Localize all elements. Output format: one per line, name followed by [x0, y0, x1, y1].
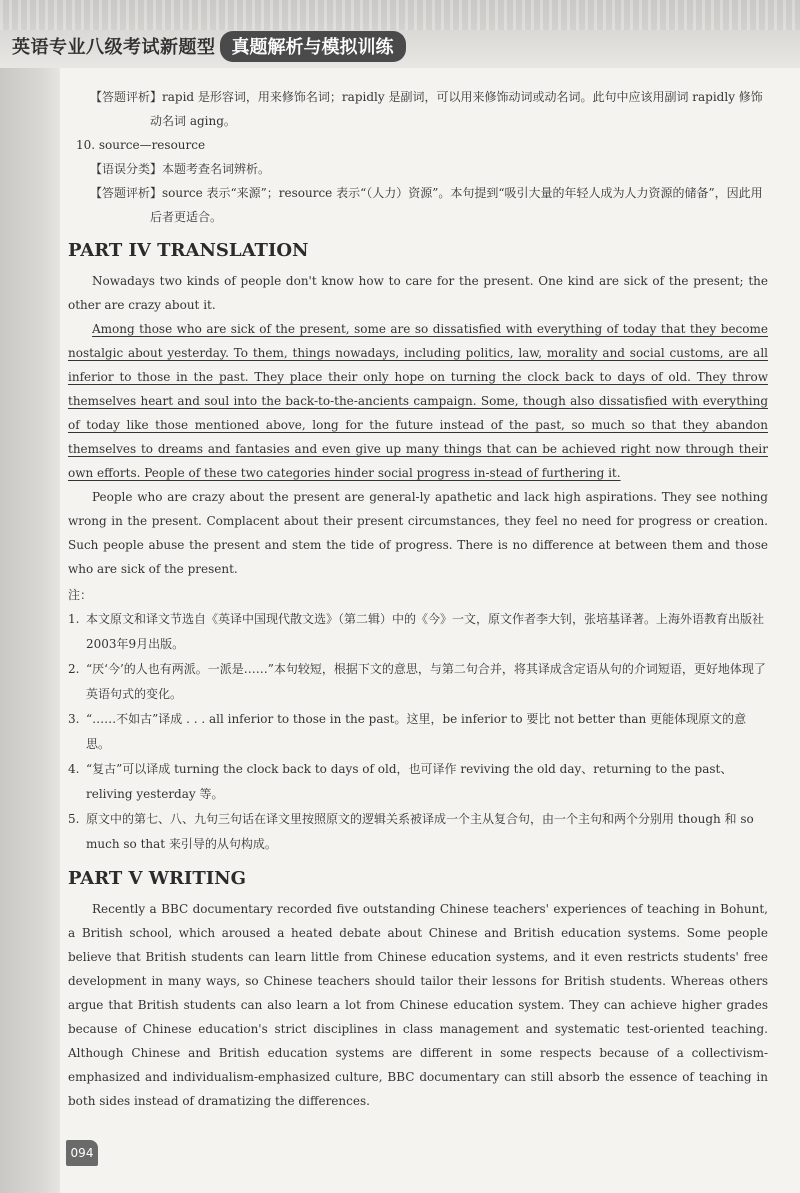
notes-list: [68, 607, 768, 857]
book-title-subtitle: 真题解析与模拟训练: [220, 31, 406, 62]
translation-paragraph-3: People who are crazy about the present are general-ly apathetic and lack high aspirations. They see nothing wrong in the present. Complacent about their present circumstances, they feel no need for progress or creation. Such people abuse the present and stem the tide of progress. There is no difference at between them and those who are sick of the present.: [68, 490, 768, 576]
note-item: [68, 607, 768, 657]
note-text: “……不如古”译成 . . . all inferior to those in the past。这里，be inferior to 要比 not better than 更能体现原文的意思。: [86, 712, 747, 751]
note-number: 3.: [68, 712, 80, 726]
notes-label: 注：: [68, 588, 93, 602]
note-item: [68, 707, 768, 757]
note-text: “复古”可以译成 turning the clock back to days of old，也可译作 reviving the old day、returning to the past、reliving yesterday 等。: [86, 762, 733, 801]
answer-analysis-10: [90, 181, 768, 229]
part-v-heading: PART V WRITING: [68, 868, 246, 889]
category-tag: 【语误分类】: [90, 162, 163, 176]
translation-paragraph-1: Nowadays two kinds of people don't know how to care for the present. One kind are sick of the present; the other are crazy about it.: [68, 274, 768, 312]
analysis-tag-2: 【答题评析】: [90, 186, 163, 200]
item-10-label: 10. source—resource: [76, 138, 206, 152]
note-number: 4.: [68, 762, 80, 776]
analysis-tag: 【答题评析】: [90, 90, 163, 104]
header-texture: [0, 0, 800, 30]
translation-paragraph-2: Among those who are sick of the present, some are so dissatisfied with everything of today that they become nostalgic about yesterday. To them, things nowadays, including politics, law, morality and social customs, are all inferior to those in the past. They place their only hope on turning the clock back to days of old. They throw themselves heart and soul into the back-to-the-ancients campaign. Some, though also dissatisfied with everything of today like those mentioned above, long for the future instead of the past, so much so that they abandon themselves to dreams and fantasies and even give up many things that can be achieved right now through their own efforts. People of these two categories hinder social progress in-stead of furthering it.: [68, 322, 768, 480]
error-category-10: [90, 157, 768, 181]
analysis-text-2: source 表示“来源”；resource 表示“（人力）资源”。本句提到“吸引大量的年轻人成为人力资源的储备”，因此用后者更适合。: [150, 186, 763, 224]
note-text: “厌‘今’的人也有两派。一派是……”本句较短，根据下文的意思，与第二句合并，将其译成含定语从句的介词短语，更好地体现了英语句式的变化。: [86, 662, 766, 701]
note-number: 5.: [68, 812, 80, 826]
category-text: 本题考查名词辨析。: [162, 162, 271, 176]
book-title: [12, 33, 406, 59]
note-text: 原文中的第七、八、九句三句话在译文里按照原文的逻辑关系被译成一个主从复合句，由一个主句和两个分别用 though 和 so much so that 来引导的从句构成。: [86, 812, 754, 851]
part-iv-heading: PART IV TRANSLATION: [68, 240, 309, 261]
analysis-text: rapid 是形容词，用来修饰名词；rapidly 是副词，可以用来修饰动词或动名词。此句中应该用副词 rapidly 修饰动名词 aging。: [150, 90, 763, 128]
note-item: [68, 757, 768, 807]
note-text: 本文原文和译文节选自《英译中国现代散文选》（第二辑）中的《今》一文，原文作者李大钊，张培基译著。上海外语教育出版社2003年9月出版。: [86, 612, 765, 651]
note-item: [68, 657, 768, 707]
writing-paragraph: Recently a BBC documentary recorded five outstanding Chinese teachers' experiences of teaching in Bohunt, a British school, which aroused a heated debate about Chinese and British education systems. Some people believe that British students can learn little from Chinese education systems, and it even restricts students' free development in many ways, so Chinese teachers should tailor their lessons for British students. Whereas others argue that British students can also learn a lot from Chinese education system. They can achieve higher grades because of Chinese education's strict disciplines in class management and systematic test-oriented teaching. Although Chinese and British education systems are different in some respects because of a collectivism-emphasized and individualism-emphasized culture, BBC documentary can still absorb the essence of teaching in both sides instead of dramatizing the differences.: [68, 902, 768, 1108]
page-content: [68, 85, 768, 1113]
answer-analysis-9: [90, 85, 768, 133]
header-band: [0, 0, 800, 68]
book-title-main: 英语专业八级考试新题型: [12, 37, 216, 58]
page-number: 094: [66, 1140, 98, 1166]
note-item: [68, 807, 768, 857]
note-number: 2.: [68, 662, 80, 676]
page-left-margin: [0, 68, 60, 1193]
note-number: 1.: [68, 612, 80, 626]
